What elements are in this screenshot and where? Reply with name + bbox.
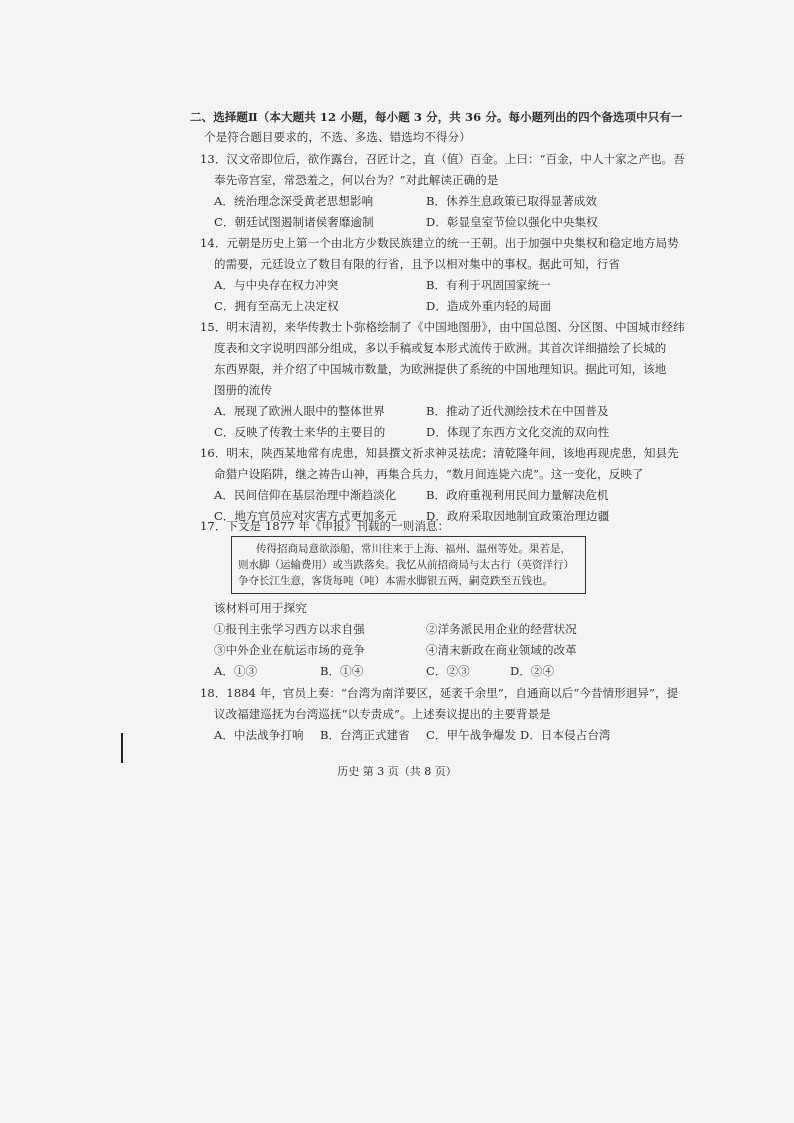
q15-option-a: A．展现了欧洲人眼中的整体世界 [214, 404, 385, 418]
section-header-cont: 个是符合题目要求的，不选、多选、错选均不得分） [204, 130, 471, 144]
q14-option-a: A．与中央存在权力冲突 [214, 278, 339, 292]
q15-stem: 15．明末清初，来华传教士卜弥格绘制了《中国地图册》，由中国总图、分区图、中国城市经纬 [200, 320, 685, 334]
q13-option-a: A．统治理念深受黄老思想影响 [214, 194, 374, 208]
q17-item-2: ②洋务派民用企业的经营状况 [426, 622, 577, 636]
q17-lead: 该材料可用于探究 [214, 601, 307, 615]
q15-stem-cont-2: 东西界限，并介绍了中国城市数量，为欧洲提供了系统的中国地理知识。据此可知，该地 [214, 362, 667, 376]
q17-option-d: D．②④ [510, 664, 555, 678]
q13-option-b: B．休养生息政策已取得显著成效 [426, 194, 597, 208]
q16-stem: 16．明末，陕西某地常有虎患，知县撰文祈求神灵祛虎；清乾隆年间，该地再现虎患，知县先 [200, 446, 679, 460]
q15-stem-cont-1: 度表和文字说明四部分组成，多以手稿或复本形式流传于欧洲。其首次详细描绘了长城的 [214, 341, 667, 355]
quote-line-1: 传得招商局意欲添船，常川往来于上海、福州、温州等处。果若是， [256, 543, 571, 555]
q15-stem-cont-3: 图册的流传 [214, 383, 272, 397]
q17-option-a: A．①③ [214, 664, 258, 678]
q17-stem: 17．下文是 1877 年《申报》刊载的一则消息： [200, 519, 450, 533]
quote-line-2: 则水脚（运输费用）或当跌落矣。我忆从前招商局与太古行（英资洋行） [238, 559, 574, 571]
q14-option-c: C．拥有至高无上决定权 [214, 299, 339, 313]
q18-option-d: D．日本侵占台湾 [520, 728, 611, 742]
q16-option-a: A．民间信仰在基层治理中渐趋淡化 [214, 488, 397, 502]
q14-option-d: D．造成外重内轻的局面 [426, 299, 552, 313]
q17-item-1: ①报刊主张学习西方以求自强 [214, 622, 365, 636]
section-header: 二、选择题Ⅱ（本大题共 12 小题，每小题 3 分，共 36 分。每小题列出的四个备选项中只有一 [190, 110, 683, 124]
q17-item-3: ③中外企业在航运市场的竞争 [214, 643, 365, 657]
q16-stem-cont: 命猎户设陷阱，继之祷告山神，再集合兵力，“数月间连毙六虎”。这一变化，反映了 [214, 467, 644, 481]
q18-option-b: B．台湾正式建省 [320, 728, 410, 742]
q14-stem-cont: 的需要，元廷设立了数目有限的行省，且予以相对集中的事权。据此可知，行省 [214, 257, 620, 271]
q15-option-d: D．体现了东西方文化交流的双向性 [426, 425, 610, 439]
q16-option-b: B．政府重视利用民间力量解决危机 [426, 488, 609, 502]
q14-option-b: B．有利于巩固国家统一 [426, 278, 551, 292]
q16-option-c: C．地方官员应对灾害方式更加多元 [214, 509, 397, 523]
q18-stem-cont: 议改福建巡抚为台湾巡抚“以专责成”。上述奏议提出的主要背景是 [214, 707, 551, 721]
q15-option-c: C．反映了传教士来华的主要目的 [214, 425, 386, 439]
q16-option-d: D．政府采取因地制宜政策治理边疆 [426, 509, 610, 523]
q17-item-4: ④清末新政在商业领域的改革 [426, 643, 577, 657]
q13-option-c: C．朝廷试图遏制诸侯奢靡逾制 [214, 215, 374, 229]
q18-option-c: C．甲午战争爆发 [426, 728, 517, 742]
q13-option-d: D．彰显皇室节俭以强化中央集权 [426, 215, 598, 229]
q18-option-a: A．中法战争打响 [214, 728, 304, 742]
page-footer: 历史 第 3 页（共 8 页） [337, 765, 457, 778]
q17-option-c: C．②③ [426, 664, 470, 678]
scan-margin-mark [121, 733, 123, 763]
q14-stem: 14．元朝是历史上第一个由北方少数民族建立的统一王朝。出于加强中央集权和稳定地方局势 [200, 236, 679, 250]
quote-line-3: 争夺长江生意，客货每吨（吨）本需水脚银五两，嗣竞跌至五钱也。 [238, 575, 553, 587]
q18-stem: 18．1884 年，官员上奏：“台湾为南洋要区，延袤千余里”，自通商以后“今昔情形迥异”，提 [200, 686, 679, 700]
q17-option-b: B．①④ [320, 664, 364, 678]
q13-stem: 13．汉文帝即位后，欲作露台，召匠计之，直（值）百金。上曰：“百金，中人十家之产也。吾 [200, 152, 685, 166]
q15-option-b: B．推动了近代测绘技术在中国普及 [426, 404, 609, 418]
q13-stem-cont: 奉先帝宫室，常恐羞之，何以台为？”对此解读正确的是 [214, 173, 499, 187]
news-quote-box [231, 536, 586, 594]
